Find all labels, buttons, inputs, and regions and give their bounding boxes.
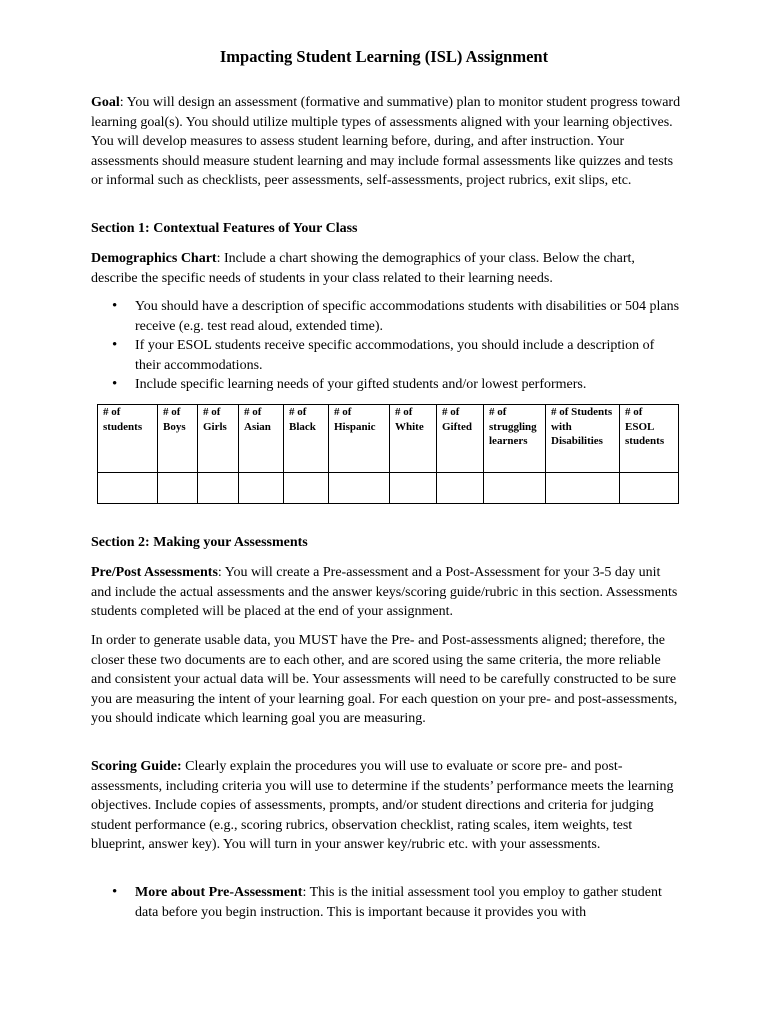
- table-header-cell: # of White: [390, 405, 437, 473]
- goal-paragraph: [91, 93, 681, 191]
- table-cell: [620, 473, 679, 504]
- table-cell: [284, 473, 329, 504]
- table-cell: [198, 473, 239, 504]
- pre-assessment-text: : This is the initial assessment tool you employ to gather student data before you begin instruction. This is important because it provides you with: [135, 885, 662, 920]
- table-cell: [437, 473, 484, 504]
- table-header-cell: # of ESOL students: [620, 405, 679, 473]
- section1-heading-text: Section 1: Contextual Features of Your Class: [91, 221, 358, 236]
- pre-assessment-label: More about Pre-Assessment: [135, 885, 303, 900]
- scoring-label: Scoring Guide:: [91, 759, 182, 774]
- pre-assessment-list: [91, 883, 681, 922]
- goal-label: Goal: [91, 95, 120, 110]
- list-item: • You should have a description of specific accommodations students with disabilities or 504 plans receive (e.g. test read aloud, extended time).: [91, 297, 681, 336]
- prepost-text: : You will create a Pre-assessment and a Post-Assessment for your 3-5 day unit and include the actual assessments and the answer keys/scoring guide/rubric in this section. Assessments students completed will be placed at the end of your assignment.: [91, 565, 678, 619]
- table-cell: [98, 473, 158, 504]
- section2-heading-text: Section 2: Making your Assessments: [91, 535, 308, 550]
- table-cell: [546, 473, 620, 504]
- table-cell: [158, 473, 198, 504]
- list-item: [91, 883, 681, 922]
- table-row: [98, 473, 679, 504]
- prepost-paragraph: [91, 563, 681, 622]
- table-cell: [329, 473, 390, 504]
- table-header-cell: # of Girls: [198, 405, 239, 473]
- table-header-cell: # of Asian: [239, 405, 284, 473]
- demographics-table: [97, 404, 679, 504]
- table-header-cell: # of Students with Disabilities: [546, 405, 620, 473]
- table-cell: [239, 473, 284, 504]
- demographics-paragraph: [91, 249, 681, 288]
- prepost-label: Pre/Post Assessments: [91, 565, 218, 580]
- table-header-cell: # of Gifted: [437, 405, 484, 473]
- page-title: Impacting Student Learning (ISL) Assignment: [219, 47, 549, 66]
- aligned-paragraph: In order to generate usable data, you MUST have the Pre- and Post-assessments aligned; therefore, the closer these two documents are to each other, and are scored using the same criteria, the more reliable and consistent your actual data will be. Your assessments will need to be carefully constructed to be sure you are measuring the intent of your learning goal. For each question on your pre- and post-assessments, you should indicate which learning goal you are measuring.: [91, 633, 678, 726]
- table-header-row: [98, 405, 679, 473]
- table-cell: [390, 473, 437, 504]
- list-item: • Include specific learning needs of your gifted students and/or lowest performers.: [91, 375, 681, 395]
- goal-text: : You will design an assessment (formative and summative) plan to monitor student progress toward learning goal(s). You should utilize multiple types of assessments aligned with your learning objectives. You will develop measures to assess student learning before, during, and after instruction. Your assessments should measure student learning and may include formal assessments like quizzes and tests or informal such as checklists, peer assessments, self-assessments, project rubrics, exit slips, etc.: [91, 95, 681, 188]
- table-cell: [484, 473, 546, 504]
- table-header-cell: # of Hispanic: [329, 405, 390, 473]
- table-header-cell: # of students: [98, 405, 158, 473]
- section1-heading: [91, 219, 681, 239]
- table-header-cell: # of Boys: [158, 405, 198, 473]
- list-item: • If your ESOL students receive specific accommodations, you should include a description of their accommodations.: [91, 336, 681, 375]
- scoring-paragraph: [91, 757, 681, 855]
- table-header-cell: # of struggling learners: [484, 405, 546, 473]
- demographics-label: Demographics Chart: [91, 251, 217, 266]
- demographics-text: : Include a chart showing the demographics of your class. Below the chart, describe the specific needs of students in your class related to their learning needs.: [91, 251, 635, 286]
- section2-heading: [91, 533, 681, 553]
- scoring-text: Clearly explain the procedures you will use to evaluate or score pre- and post-assessments, including criteria you will use to determine if the students’ performance meets the learning objectives. Include copies of assessments, prompts, and/or student directions and criteria for judging student performance (e.g., scoring rubrics, observation checklist, rating scales, item weights, test blueprint, answer key). You will turn in your answer key/rubric etc. with your assessments.: [91, 759, 674, 852]
- table-header-cell: # of Black: [284, 405, 329, 473]
- accommodations-list: [91, 297, 681, 395]
